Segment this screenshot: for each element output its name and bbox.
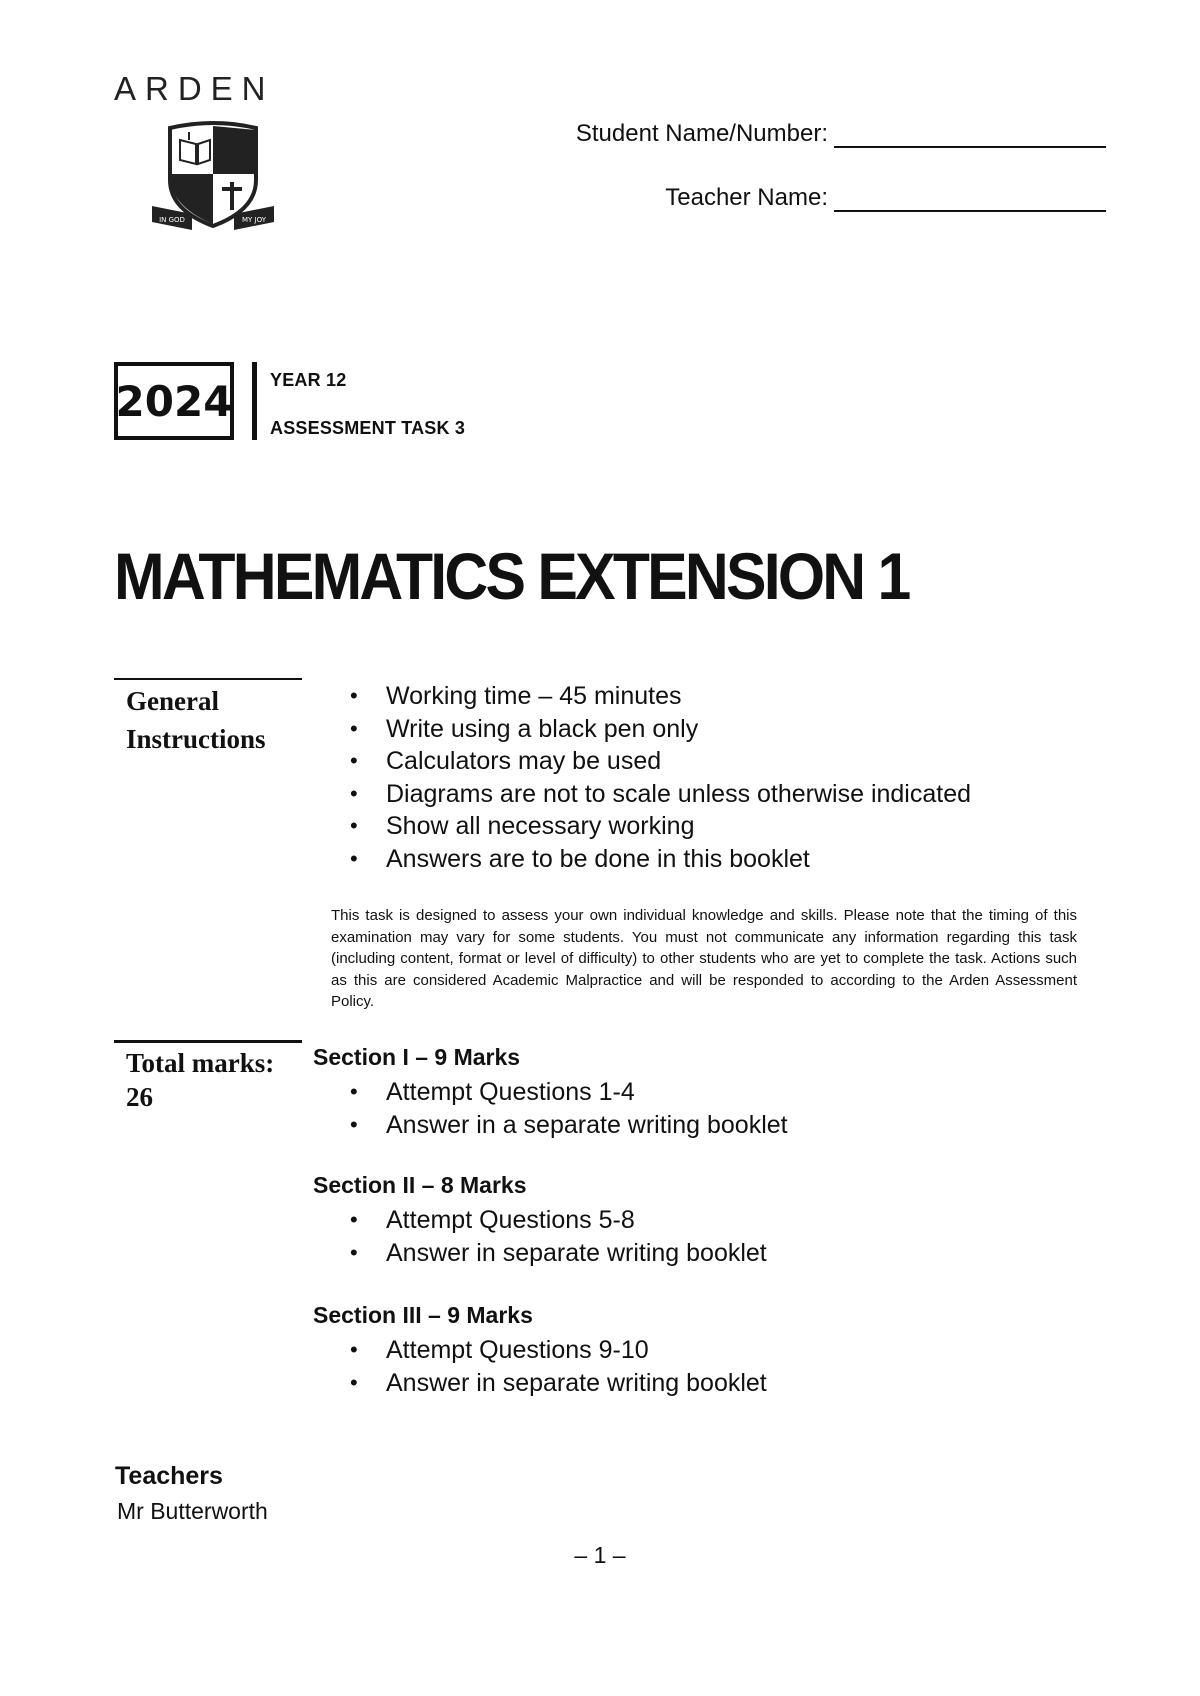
teacher-name-label: Teacher Name:	[665, 184, 828, 211]
teacher-name: Mr Butterworth	[117, 1498, 268, 1524]
list-item: • Show all necessary working	[314, 810, 971, 843]
year-divider	[252, 362, 257, 440]
list-item: • Answers are to be done in this booklet	[314, 843, 971, 876]
list-item: • Write using a black pen only	[314, 713, 971, 746]
teacher-name-line[interactable]	[834, 186, 1106, 212]
section-3-heading: Section III – 9 Marks	[313, 1302, 533, 1328]
brand-wordmark: ARDEN	[114, 70, 275, 107]
total-marks-label: Total marks:	[126, 1048, 275, 1078]
general-divider	[114, 678, 302, 680]
list-item: • Answer in separate writing booklet	[314, 1237, 767, 1270]
school-crest-icon	[148, 118, 278, 240]
list-item: • Attempt Questions 9-10	[314, 1334, 767, 1367]
total-divider	[114, 1040, 302, 1043]
page-number: – 1 –	[574, 1542, 626, 1568]
general-instructions-list	[314, 680, 971, 875]
student-name-line[interactable]	[834, 122, 1106, 148]
motto-left: IN GOD	[159, 216, 185, 224]
total-marks-value: 26	[126, 1082, 153, 1112]
motto-right: MY JOY	[241, 216, 267, 224]
list-item: • Working time – 45 minutes	[314, 680, 971, 713]
teachers-heading: Teachers	[115, 1462, 223, 1490]
exam-title: MATHEMATICS EXTENSION 1	[114, 539, 909, 613]
assessment-task: ASSESSMENT TASK 3	[270, 418, 466, 438]
year-level: YEAR 12	[270, 370, 347, 390]
teacher-name-field[interactable]	[665, 184, 1106, 212]
malpractice-notice: This task is designed to assess your own individual knowledge and skills. Please note that the timing of this examination may vary for some students. You must not communicate any information regarding this task (including content, format or level of difficulty) to other students who are yet to complete the task. Actions such as this are considered Academic Malpractice and will be responded to according to the Arden Assessment Policy.	[331, 907, 1077, 1010]
list-item: • Answer in a separate writing booklet	[314, 1109, 788, 1142]
year-box: 2024	[114, 362, 234, 440]
list-item: • Answer in separate writing booklet	[314, 1367, 767, 1400]
section-1-heading: Section I – 9 Marks	[313, 1044, 521, 1070]
section-1-list	[314, 1076, 788, 1141]
student-name-field[interactable]	[576, 120, 1106, 148]
section-3-list	[314, 1334, 767, 1399]
general-instructions-label: General Instructions	[126, 686, 266, 754]
section-2-heading: Section II – 8 Marks	[313, 1172, 527, 1198]
student-name-label: Student Name/Number:	[575, 120, 828, 147]
list-item: • Diagrams are not to scale unless otherwise indicated	[314, 778, 971, 811]
section-2-list	[314, 1204, 767, 1269]
list-item: • Attempt Questions 5-8	[314, 1204, 767, 1237]
list-item: • Attempt Questions 1-4	[314, 1076, 788, 1109]
list-item: • Calculators may be used	[314, 745, 971, 778]
